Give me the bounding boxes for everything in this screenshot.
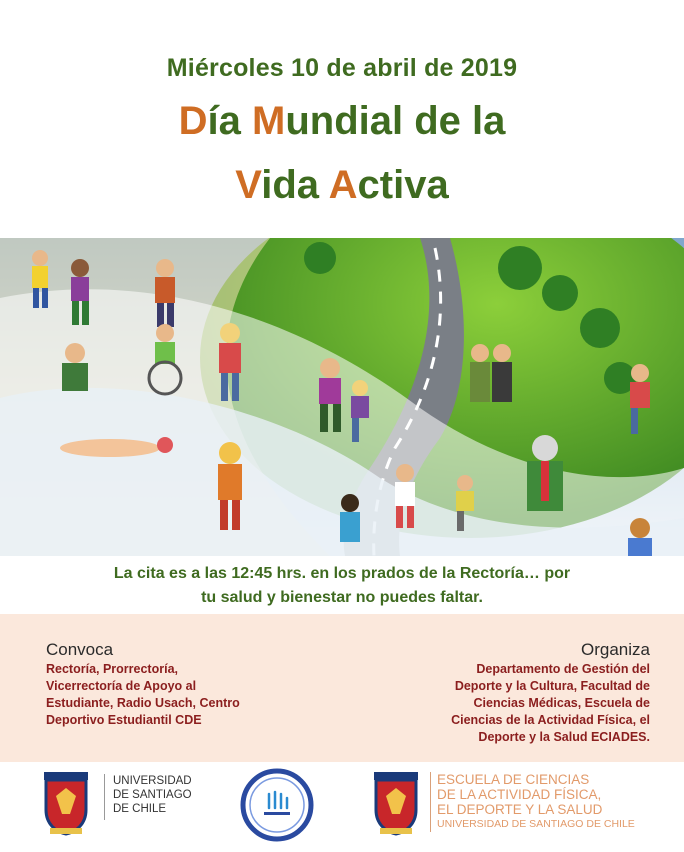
title-text: undial de la xyxy=(285,99,506,143)
title-text: ctiva xyxy=(357,163,449,207)
title-initial: M xyxy=(252,99,286,143)
organiza-line: Deporte y la Salud ECIADES. xyxy=(478,730,650,744)
convoca-heading: Convoca xyxy=(46,640,114,659)
organiza-line: Departamento de Gestión del xyxy=(476,662,650,676)
convoca-line: Rectoría, Prorrectoría, xyxy=(46,662,178,676)
header xyxy=(0,0,684,238)
illustration-svg xyxy=(0,238,684,556)
usach-crest-icon xyxy=(40,770,92,836)
organiza-line: Ciencias Médicas, Escuela de xyxy=(473,696,650,710)
title-line-2 xyxy=(0,162,684,208)
organiza-line: Ciencias de la Actividad Física, el xyxy=(451,713,650,727)
organiza-line: Deporte y la Cultura, Facultad de xyxy=(454,679,650,693)
illustration-active-life xyxy=(0,238,684,556)
convoca-text xyxy=(46,661,306,729)
usach-line: DE CHILE xyxy=(113,803,167,815)
eciades-line: ESCUELA DE CIENCIAS xyxy=(437,772,590,787)
organiza-text xyxy=(370,661,650,746)
credits-band xyxy=(0,614,684,762)
organiza-heading: Organiza xyxy=(581,640,650,659)
title-text: ía xyxy=(207,99,252,143)
radio-usach-logo-icon xyxy=(240,768,314,842)
usach-line: UNIVERSIDAD xyxy=(113,775,192,787)
title-line-1 xyxy=(0,98,684,144)
announcement-line-2: tu salud y bienestar no puedes faltar. xyxy=(201,589,483,606)
convoca-line: Deportivo Estudiantil CDE xyxy=(46,713,202,727)
eciades-name xyxy=(430,772,635,832)
usach-crest-icon xyxy=(370,770,422,836)
announcement-line-1: La cita es a las 12:45 hrs. en los prados de la Rectoría… por xyxy=(113,565,571,582)
title-initial: A xyxy=(328,163,358,207)
usach-line: DE SANTIAGO xyxy=(113,789,192,801)
announcement xyxy=(60,562,624,610)
eciades-subtitle: UNIVERSIDAD DE SANTIAGO DE CHILE xyxy=(437,818,635,830)
event-date: Miércoles 10 de abril de 2019 xyxy=(166,54,518,82)
title-initial: V xyxy=(235,163,262,207)
convoca-line: Estudiante, Radio Usach, Centro xyxy=(46,696,240,710)
eciades-line: EL DEPORTE Y LA SALUD xyxy=(437,802,603,817)
usach-name xyxy=(104,774,192,820)
footer-logos xyxy=(0,762,684,852)
title-initial: D xyxy=(178,99,208,143)
convoca-line: Vicerrectoría de Apoyo al xyxy=(46,679,197,693)
title-text: ida xyxy=(261,163,329,207)
eciades-line: DE LA ACTIVIDAD FÍSICA, xyxy=(437,787,602,802)
